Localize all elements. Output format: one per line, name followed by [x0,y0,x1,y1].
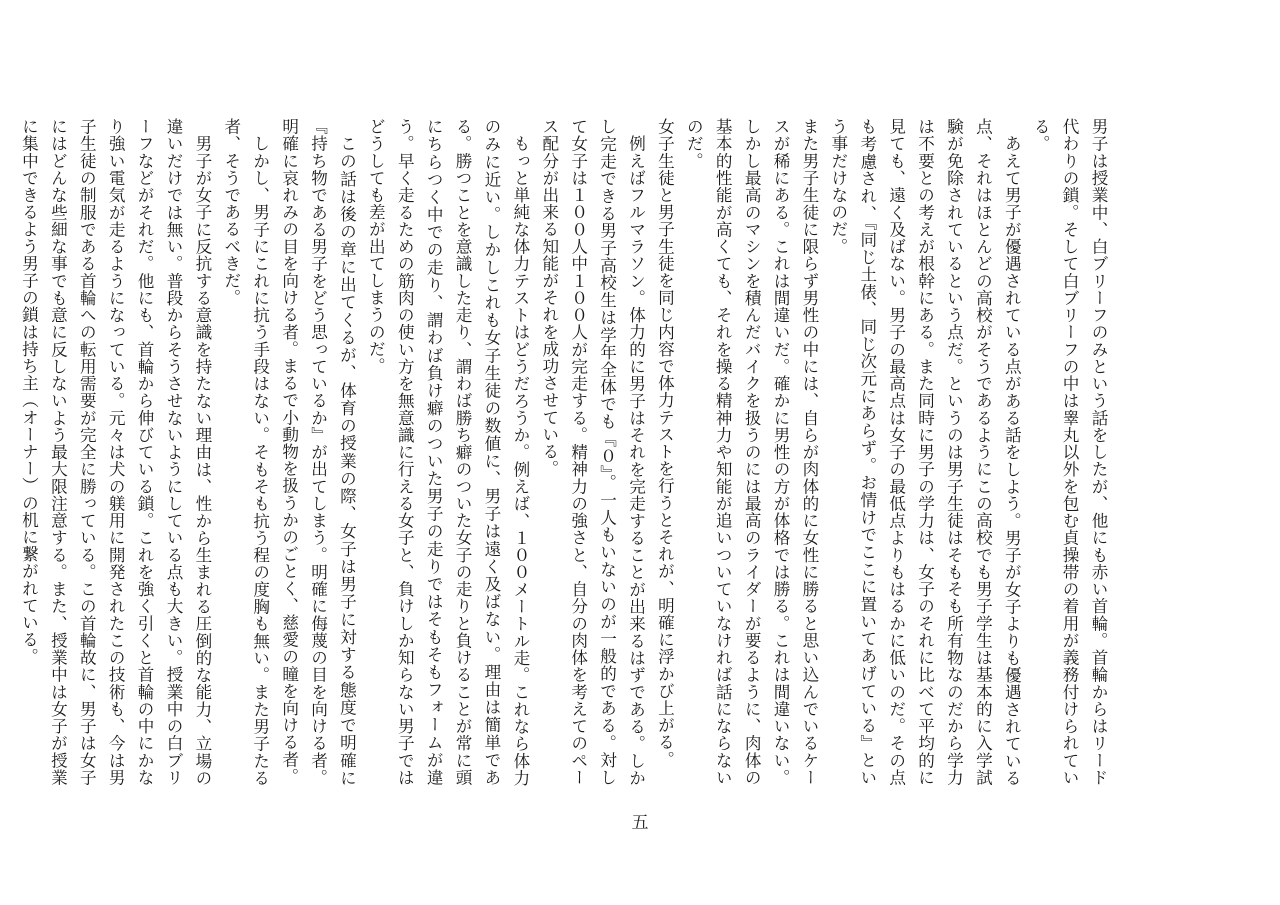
paragraph-4: 女子生徒と男子生徒を同じ内容で体力テストを行うとそれが、明確に浮かび上がる。 [655,118,675,768]
paragraph-2: あえて男子が優遇されている点がある話をしよう。男子が女子よりも優遇されている点、それはほとんどの高校がそうであるようにこの高校でも男子学生は基本的に入学試験が免除されているという点だ。というのは男子生徒はそもそも所有物なのだから学力は不要との考えが根幹にある。また同時に男子の学力は、女子のそれに比べて平均的に見ても、遠く及ばない。男子の最高点は女子の最低点よりもはるかに低いのだ。その点も考慮され、『同じ土俵、同じ次元にあらず。お情けでここに置いてあげている』という事だけなのだ。 [828,118,1022,786]
page-number: 五 [631,813,649,833]
paragraph-5: 例えばフルマラソン。体力的に男子はそれを完走することが出来るはずである。しかし完走できる男子高校生は学年全体でも『０』。一人もいないのが一般的である。対して女子は１００人中１００人が完走する。精神力の強さと、自分の肉体を考えてのペース配分が出来る知能がそれを成功させている。 [539,118,646,786]
paragraph-7: この話は後の章に出てくるが、体育の授業の際、女子は男子に対する態度で明確に『持ち物である男子をどう思っているか』が出てしまう。明確に侮蔑の目を向ける者。明確に哀れみの目を向ける者。まるで小動物を扱うかのごとく、慈愛の瞳を向ける者。 [279,118,357,786]
paragraph-9: 男子が女子に反抗する意識を持たない理由は、性から生まれる圧倒的な能力、立場の違いだけでは無い。普段からそうさせないようにしている点も大きい。授業中の白ブリーフなどがそれだ。他にも、首輪から伸びている鎖。これを強く引くと首輪の中にかなり強い電気が走るようになっている。元々は犬の躾用に開発されたこの技術も、今は男子生徒の制服である首輪への転用需要が完全に勝っている。この首輪故に、男子は女子にはどんな些細な事でも意に反しないよう最大限注意する。また、授業中は女子が授業に集中できるよう男子の鎖は持ち主（オーナー）の机に繋がれている。 [19,118,212,786]
vertical-text-body [19,118,1112,786]
paragraph-8: しかし、男子にこれに抗う手段はない。そもそも抗う程の度胸も無い。また男子たる者、そうであるべきだ。 [221,118,270,786]
paragraph-6: もっと単純な体力テストはどうだろうか。例えば、１００メートル走。これなら体力のみに近い。しかしこれも女子生徒の数値に、男子は遠く及ばない。理由は簡単である。勝つことを意識した走り、謂わば勝ち癖のついた女子の走りと負けることが常に頭にちらつく中での走り、謂わば負け癖のついた男子の走りではそもそもフォームが違う。早く走るための筋肉の使い方を無意識に行える女子と、負けしか知らない男子ではどうしても差が出てしまうのだ。 [366,118,530,786]
paragraph-3: また男子生徒に限らず男性の中には、自らが肉体的に女性に勝ると思い込んでいるケースが稀にある。これは間違いだ。確かに男性の方が体格では勝る。これは間違いない。しかし最高のマシンを積んだバイクを扱うのには最高のライダーが要るように、肉体の基本的性能が高くても、それを操る精神力や知能が追いついていなければ話にならないのだ。 [684,118,819,786]
paragraph-1: 男子は授業中、白ブリーフのみという話をしたが、他にも赤い首輪。首輪からはリード代わりの鎖。そして白ブリーフの中は睾丸以外を包む貞操帯の着用が義務付けられている。 [1031,118,1108,786]
